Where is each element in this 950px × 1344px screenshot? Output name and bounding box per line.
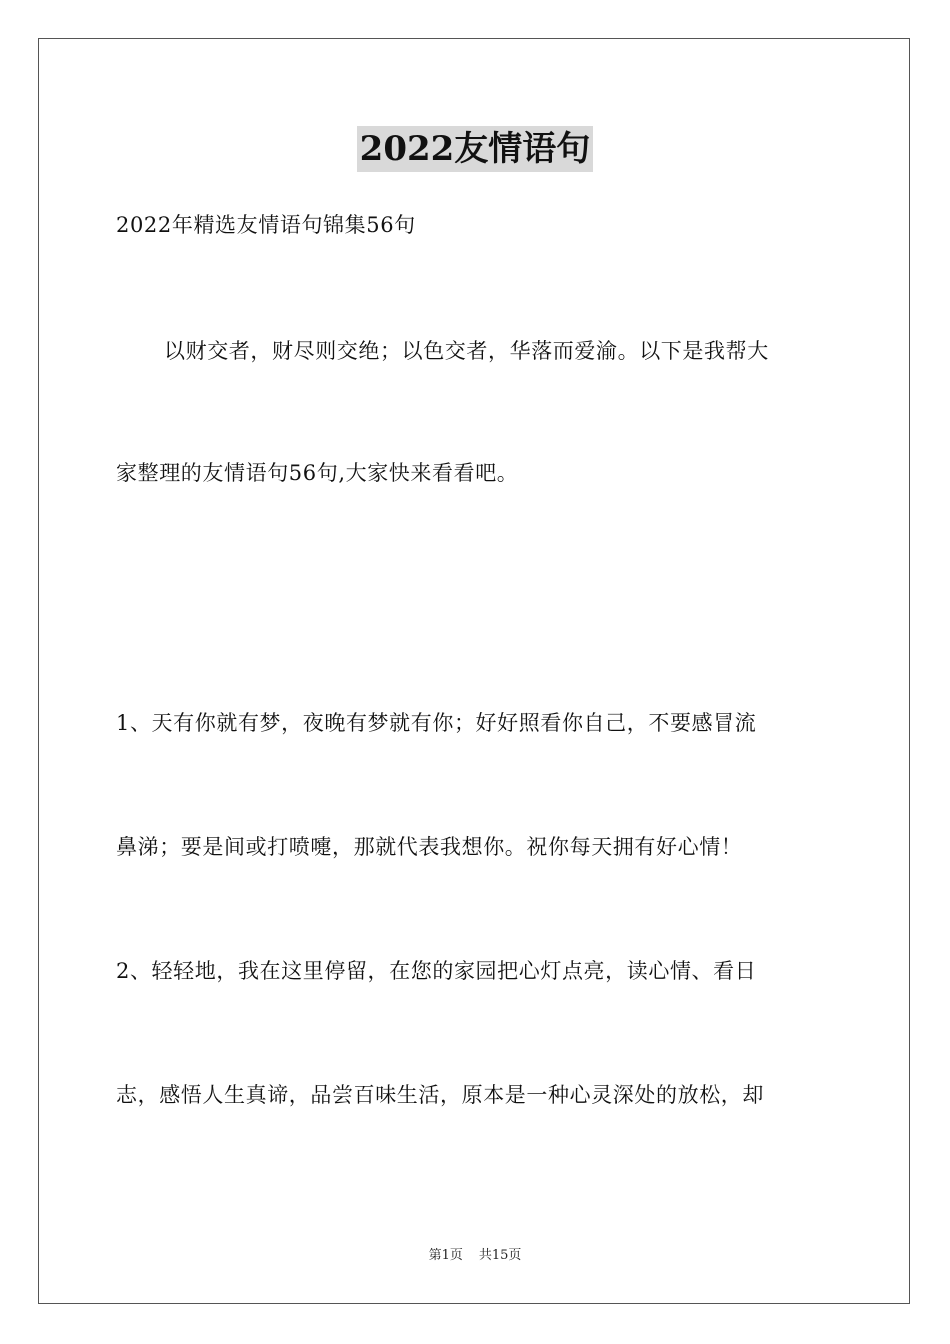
page-footer [0,1247,950,1265]
item-2-line-1: 2、轻轻地，我在这里停留，在您的家园把心灯点亮，读心情、看日 [116,959,757,983]
document-title: 2022友情语句 [357,126,594,172]
item-2-line-2: 志，感悟人生真谛，品尝百味生活，原本是一种心灵深处的放松，却 [116,1083,764,1107]
item-1-line-1: 1、天有你就有梦，夜晚有梦就有你；好好照看你自己，不要感冒流 [116,711,757,735]
page-number: 第1页 [428,1248,463,1263]
document-subtitle: 2022年精选友情语句锦集56句 [116,213,416,237]
intro-line-2: 家整理的友情语句56句,大家快来看看吧。 [116,461,519,485]
intro-line-1: 以财交者，财尽则交绝；以色交者，华落而爱渝。以下是我帮大 [164,339,769,363]
document-title-block [0,126,950,172]
page-total: 共15页 [478,1248,522,1263]
item-1-line-2: 鼻涕；要是间或打喷嚏，那就代表我想你。祝你每天拥有好心情！ [116,835,743,859]
